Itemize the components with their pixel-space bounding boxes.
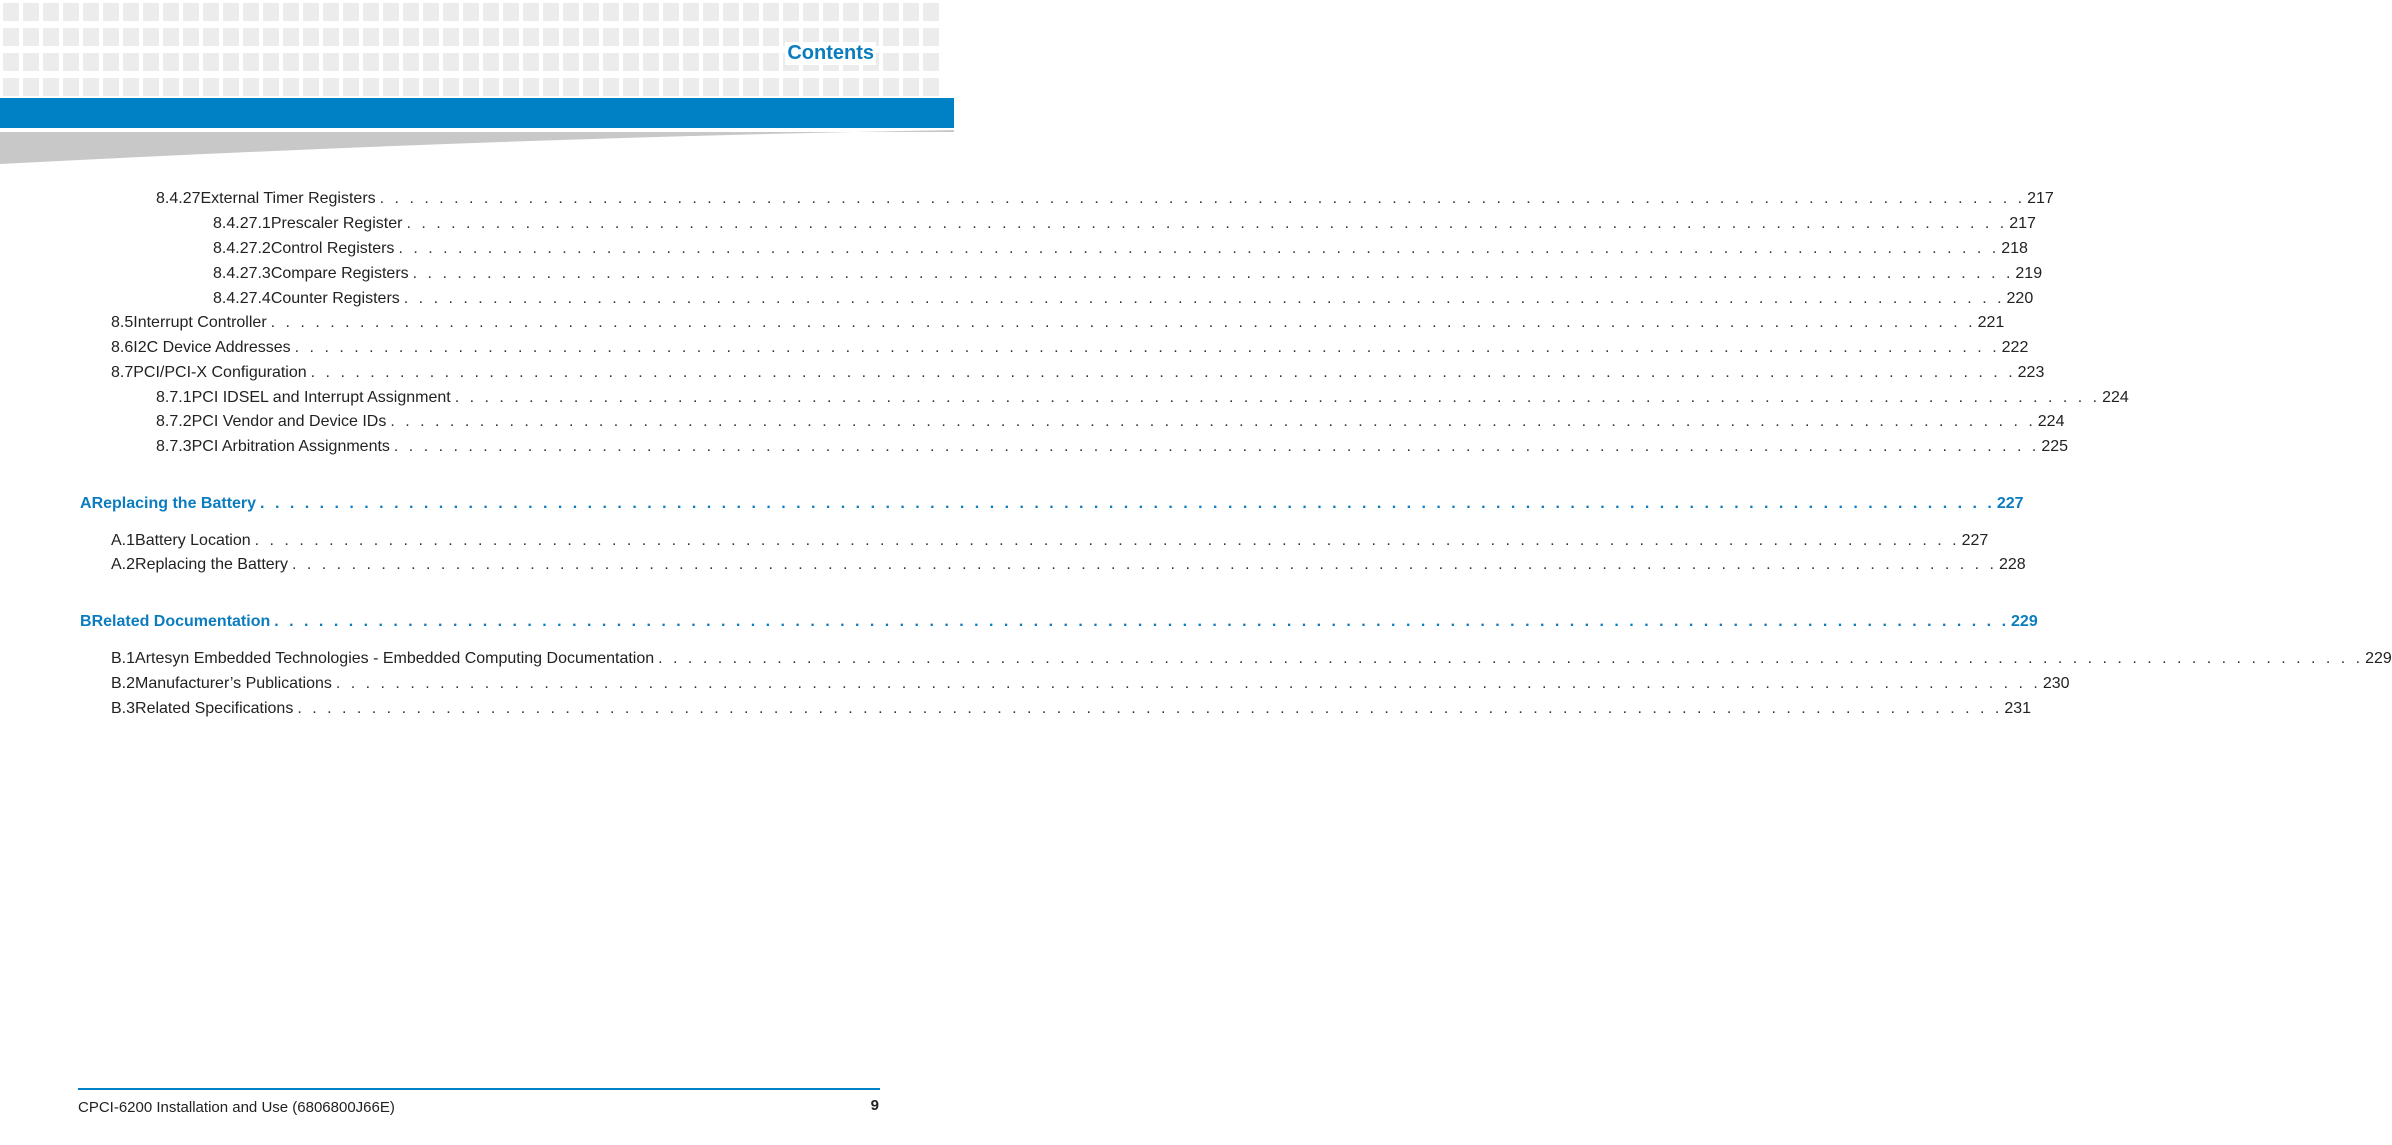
- toc-entry-page: 220: [2006, 290, 2034, 307]
- header-grid-tile: [903, 78, 919, 96]
- header-grid-tile: [563, 28, 579, 46]
- toc-entry-8-4-27[interactable]: [156, 189, 2054, 209]
- header-grid-tile: [163, 3, 179, 21]
- header-grid-tile: [263, 78, 279, 96]
- toc-entry-title: Compare Registers: [270, 265, 409, 282]
- header-grid-tile: [603, 78, 619, 96]
- header-grid-tile: [583, 53, 599, 71]
- toc-chapter-letter: B: [80, 613, 92, 630]
- header-grid-tile: [463, 53, 479, 71]
- header-grid-tile: [303, 3, 319, 21]
- header-grid-tile: [283, 78, 299, 96]
- header-grid-tile: [583, 28, 599, 46]
- header-grid-tile: [143, 78, 159, 96]
- header-grid-tile: [683, 28, 699, 46]
- header-grid-tile: [283, 3, 299, 21]
- toc-entry-number: 8.5: [111, 314, 134, 331]
- header-grid-tile: [703, 78, 719, 96]
- header-grid-tile: [563, 3, 579, 21]
- header-grid-tile: [403, 28, 419, 46]
- toc-entry-page: 219: [2015, 265, 2043, 282]
- toc-entry-b-2[interactable]: [111, 674, 2070, 694]
- toc-dot-leader: . . . . . . . . . . . . . . . . . . . . . . . . . . . . . . . . . . . . . . . . . . . . . . . . . . . . . . . . . . . . . . . . . . . . . . . . . . . . . . . . . . . . . . . . . . . . . . . . . . . . . . . . . . . . . . . . . . .: [254, 532, 1960, 549]
- header-grid-tile: [103, 53, 119, 71]
- toc-chapter-letter: A: [80, 495, 92, 512]
- toc-entry-number: 8.6: [111, 339, 134, 356]
- header-grid-tile: [123, 53, 139, 71]
- toc-entry-title: Related Specifications: [135, 700, 294, 717]
- header-grid-tile: [683, 53, 699, 71]
- header-grid-tile: [143, 3, 159, 21]
- header-grid-tile: [243, 3, 259, 21]
- toc-entry-number: A.2: [111, 556, 136, 573]
- header-grid-tile: [763, 53, 779, 71]
- toc-entry-page: 224: [2102, 389, 2129, 406]
- header-grid-tile: [143, 28, 159, 46]
- header-grid-tile: [603, 28, 619, 46]
- header-grid-tile: [383, 78, 399, 96]
- header-grid-tile: [503, 3, 519, 21]
- header-grid-tile: [803, 3, 819, 21]
- header-grid-tile: [663, 53, 679, 71]
- toc-dot-leader: . . . . . . . . . . . . . . . . . . . . . . . . . . . . . . . . . . . . . . . . . . . . . . . . . . . . . . . . . . . . . . . . . . . . . . . . . . . . . . . . . . . . . . . . . . . . . . . . . . . . . . . . . . . . . . . . . . . . .: [274, 613, 2010, 630]
- header-grid-tile: [83, 78, 99, 96]
- toc-entry-title: PCI IDSEL and Interrupt Assignment: [191, 389, 451, 406]
- header-grid-tile: [283, 53, 299, 71]
- header-grid-tile: [3, 78, 19, 96]
- header-grid-tile: [643, 3, 659, 21]
- header-blue-bar: [0, 98, 954, 128]
- header-grid-tile: [503, 78, 519, 96]
- header-grid-tile: [463, 3, 479, 21]
- toc-chapter-title: Related Documentation: [91, 613, 271, 630]
- toc-entry-8-7[interactable]: [111, 363, 2045, 383]
- toc-dot-leader: . . . . . . . . . . . . . . . . . . . . . . . . . . . . . . . . . . . . . . . . . . . . . . . . . . . . . . . . . . . . . . . . . . . . . . . . . . . . . . . . . . . . . . . . . . . . . . . . . . . . . . . . . . . . . . .: [393, 438, 2040, 455]
- header-grid-tile: [283, 28, 299, 46]
- header-grid-tile: [643, 53, 659, 71]
- header-grid-tile: [883, 3, 899, 21]
- header-grid-tile: [543, 53, 559, 71]
- header-grid-tile: [743, 28, 759, 46]
- toc-entry-page: 227: [1961, 532, 1989, 549]
- header-grid-tile: [523, 28, 539, 46]
- header-grid-tile: [363, 78, 379, 96]
- header-grid-tile: [863, 3, 879, 21]
- toc-entry-b-1[interactable]: [111, 649, 2392, 669]
- header-grid-tile: [703, 3, 719, 21]
- toc-entry-8-7-3[interactable]: [156, 437, 2069, 457]
- toc-chapter-b[interactable]: [80, 612, 2038, 632]
- toc-entry-number: 8.7: [111, 364, 134, 381]
- toc-chapter-a[interactable]: [80, 494, 2024, 514]
- toc-entry-number: 8.7.3: [156, 438, 192, 455]
- header-grid-tile: [443, 78, 459, 96]
- header-grid-tile: [703, 28, 719, 46]
- toc-entry-8-4-27-3[interactable]: [213, 264, 2043, 284]
- header-grid-tile: [383, 28, 399, 46]
- header-grid-tile: [63, 3, 79, 21]
- toc-entry-page: 230: [2042, 675, 2070, 692]
- header-grid-tile: [183, 78, 199, 96]
- header-grid-tile: [563, 53, 579, 71]
- header-grid-tile: [123, 3, 139, 21]
- toc-entry-title: Prescaler Register: [270, 215, 403, 232]
- header-grid-tile: [183, 28, 199, 46]
- header-grid-tile: [743, 53, 759, 71]
- header-grid-tile: [263, 28, 279, 46]
- toc-entry-number: B.3: [111, 700, 136, 717]
- toc-entry-number: 8.4.27: [156, 190, 201, 207]
- header-grid-tile: [623, 53, 639, 71]
- header-grid-tile: [903, 3, 919, 21]
- header-grid-tile: [443, 28, 459, 46]
- header-grid-tile: [623, 78, 639, 96]
- header-grid-tile: [43, 3, 59, 21]
- header-grid-tile: [403, 53, 419, 71]
- header-grid-tile: [183, 3, 199, 21]
- header-grid-tile: [363, 53, 379, 71]
- header-grid-tile: [923, 78, 939, 96]
- header-grid-tile: [903, 53, 919, 71]
- page-title: Contents: [787, 42, 874, 64]
- header-grid-tile: [203, 53, 219, 71]
- header-grid-tile: [663, 3, 679, 21]
- header-grid-tile: [23, 3, 39, 21]
- toc-entry-title: Control Registers: [270, 240, 395, 257]
- header-grid-tile: [43, 78, 59, 96]
- toc-entry-8-7-2[interactable]: [156, 412, 2065, 432]
- footer-rule: [78, 1088, 880, 1090]
- toc-entry-page: 221: [1977, 314, 2005, 331]
- header-grid-tile: [643, 28, 659, 46]
- header-grid-tile: [463, 28, 479, 46]
- header-grid-tile: [443, 53, 459, 71]
- header-grid-tile: [703, 53, 719, 71]
- header-grid-tile: [103, 28, 119, 46]
- header-grid-tile: [403, 3, 419, 21]
- header-grid-tile: [23, 53, 39, 71]
- header-grid-tile: [503, 28, 519, 46]
- header-grid-tile: [383, 53, 399, 71]
- toc-dot-leader: . . . . . . . . . . . . . . . . . . . . . . . . . . . . . . . . . . . . . . . . . . . . . . . . . . . . . . . . . . . . . . . . . . . . . . . . . . . . . . . . . . . . . . . . . . . . . . . . . . . . . . . . . . . . . . . . . . .: [297, 700, 2003, 717]
- header-grid-tile: [243, 78, 259, 96]
- header-grid-tile: [603, 3, 619, 21]
- toc-dot-leader: . . . . . . . . . . . . . . . . . . . . . . . . . . . . . . . . . . . . . . . . . . . . . . . . . . . . . . . . . . . . . . . . . . . . . . . . . . . . . . . . . . . . . . . . . . . . . . . . . . . . . . . . . . . . . . . . . . .: [292, 556, 1997, 573]
- header-grid-tile: [883, 78, 899, 96]
- header-grid-tile: [823, 78, 839, 96]
- header-grid-tile: [163, 53, 179, 71]
- header-grid-tile: [203, 3, 219, 21]
- header-grid-tile: [723, 28, 739, 46]
- toc-entry-number: 8.4.27.2: [213, 240, 271, 257]
- toc-entry-title: Battery Location: [135, 532, 251, 549]
- header-gray-swoosh: [0, 128, 954, 164]
- header-grid-tile: [423, 53, 439, 71]
- header-grid-tile: [743, 78, 759, 96]
- header-grid-tile: [643, 78, 659, 96]
- header-grid-tile: [263, 53, 279, 71]
- toc-entry-8-4-27-4[interactable]: [213, 289, 2034, 309]
- header-grid-tile: [403, 78, 419, 96]
- toc-entry-8-7-1[interactable]: [156, 388, 2129, 408]
- header-grid-tile: [223, 53, 239, 71]
- header-grid-tile: [183, 53, 199, 71]
- header-grid-tile: [683, 78, 699, 96]
- header-grid-tile: [543, 78, 559, 96]
- toc-entry-title: I2C Device Addresses: [133, 339, 291, 356]
- header-grid-tile: [723, 3, 739, 21]
- header-grid-tile: [523, 53, 539, 71]
- toc-entry-page: 218: [2001, 240, 2028, 257]
- header-grid-tile: [103, 3, 119, 21]
- toc-entry-title: Replacing the Battery: [135, 556, 288, 573]
- toc-entry-8-4-27-1[interactable]: [213, 214, 2036, 234]
- header-grid-tile: [203, 28, 219, 46]
- toc-entry-page: 217: [2027, 190, 2054, 207]
- header-grid-tile: [123, 78, 139, 96]
- header-grid-tile: [43, 28, 59, 46]
- toc-entry-title: Counter Registers: [270, 290, 400, 307]
- header-grid-tile: [483, 28, 499, 46]
- header-grid-tile: [143, 53, 159, 71]
- header-grid-tile: [303, 53, 319, 71]
- toc-entry-page: 224: [2037, 413, 2065, 430]
- toc-entry-8-5[interactable]: [111, 313, 2005, 333]
- header-grid-tile: [303, 28, 319, 46]
- toc-dot-leader: . . . . . . . . . . . . . . . . . . . . . . . . . . . . . . . . . . . . . . . . . . . . . . . . . . . . . . . . . . . . . . . . . . . . . . . . . . . . . . . . . . . . . . . . . . . . . . . . . . . . . . . . . . . . . . . . . . .: [294, 339, 2000, 356]
- toc-entry-number: 8.4.27.3: [213, 265, 271, 282]
- header-grid-tile: [243, 53, 259, 71]
- header-grid-tile: [263, 3, 279, 21]
- footer-page-number: 9: [870, 1097, 879, 1114]
- header-grid-tile: [323, 53, 339, 71]
- header-grid-tile: [63, 53, 79, 71]
- toc-entry-number: 8.7.1: [156, 389, 192, 406]
- toc-entry-number: 8.7.2: [156, 413, 192, 430]
- header-grid-tile: [323, 78, 339, 96]
- header-grid-tile: [903, 28, 919, 46]
- header-grid-tile: [883, 53, 899, 71]
- toc-entry-8-6[interactable]: [111, 338, 2029, 358]
- toc-entry-title: Artesyn Embedded Technologies - Embedded Computing Documentation: [135, 650, 655, 667]
- toc-chapter-page: 229: [2011, 613, 2038, 630]
- toc-entry-b-3[interactable]: [111, 699, 2032, 719]
- toc-entry-number: A.1: [111, 532, 136, 549]
- header-grid-tile: [63, 78, 79, 96]
- header-grid-tile: [543, 28, 559, 46]
- header-grid-tile: [543, 3, 559, 21]
- header-grid-tile: [603, 53, 619, 71]
- toc-dot-leader: . . . . . . . . . . . . . . . . . . . . . . . . . . . . . . . . . . . . . . . . . . . . . . . . . . . . . . . . . . . . . . . . . . . . . . . . . . . . . . . . . . . . . . . . . . . . . . . . . . . . . . . . . . . . . . . . . . .: [270, 314, 1976, 331]
- toc-dot-leader: . . . . . . . . . . . . . . . . . . . . . . . . . . . . . . . . . . . . . . . . . . . . . . . . . . . . . . . . . . . . . . . . . . . . . . . . . . . . . . . . . . . . . . . . . . . . . . . . . . . . . . . . . . . . . . . . . . . . .: [260, 495, 1995, 512]
- toc-dot-leader: . . . . . . . . . . . . . . . . . . . . . . . . . . . . . . . . . . . . . . . . . . . . . . . . . . . . . . . . . . . . . . . . . . . . . . . . . . . . . . . . . . . . . . . . . . . . . . . . . . . . . . . . . . . .: [412, 265, 2014, 282]
- toc-dot-leader: . . . . . . . . . . . . . . . . . . . . . . . . . . . . . . . . . . . . . . . . . . . . . . . . . . . . . . . . . . . . . . . . . . . . . . . . . . . . . . . . . . . . . . . . . . . . . . . . . . . . . . . . . . . . . . . . . . .: [658, 650, 2364, 667]
- header-grid-tile: [583, 78, 599, 96]
- header-grid-tile: [83, 3, 99, 21]
- header-grid-tile: [443, 3, 459, 21]
- header-grid-tile: [663, 78, 679, 96]
- header-grid-tile: [343, 53, 359, 71]
- header-grid-tile: [323, 28, 339, 46]
- toc-dot-leader: . . . . . . . . . . . . . . . . . . . . . . . . . . . . . . . . . . . . . . . . . . . . . . . . . . . . . . . . . . . . . . . . . . . . . . . . . . . . . . . . . . . . . . . . . . . . . . . . . . . . . . . . . . . . . . .: [454, 389, 2101, 406]
- toc-entry-page: 222: [2001, 339, 2029, 356]
- header-grid-tile: [723, 53, 739, 71]
- header-grid-tile: [923, 3, 939, 21]
- header-grid-tile: [343, 28, 359, 46]
- header-grid-tile: [323, 3, 339, 21]
- toc-dot-leader: . . . . . . . . . . . . . . . . . . . . . . . . . . . . . . . . . . . . . . . . . . . . . . . . . . . . . . . . . . . . . . . . . . . . . . . . . . . . . . . . . . . . . . . . . . . . . . . . . . . . . . . . . . . . . . . . . . .: [335, 675, 2041, 692]
- toc-entry-title: Interrupt Controller: [133, 314, 267, 331]
- footer-document-title: CPCI-6200 Installation and Use (6806800J66E): [78, 1099, 395, 1116]
- header-grid-tile: [383, 3, 399, 21]
- header-grid-tile: [103, 78, 119, 96]
- header-grid-tile: [223, 28, 239, 46]
- toc-entry-page: 217: [2009, 215, 2036, 232]
- header-grid-tile: [3, 53, 19, 71]
- header-grid-tile: [223, 78, 239, 96]
- header-grid-tile: [83, 53, 99, 71]
- header-grid-tile: [3, 3, 19, 21]
- header-grid-tile: [883, 28, 899, 46]
- header-grid-tile: [483, 78, 499, 96]
- header-grid-tile: [363, 28, 379, 46]
- header-grid-tile: [783, 3, 799, 21]
- toc-dot-leader: . . . . . . . . . . . . . . . . . . . . . . . . . . . . . . . . . . . . . . . . . . . . . . . . . . . . . . . . . . . . . . . . . . . . . . . . . . . . . . . . . . . . . . . . . . . . . . . . . . . . . . . . . . . . . . .: [390, 413, 2036, 430]
- header-grid-tile: [343, 78, 359, 96]
- header-grid-tile: [243, 28, 259, 46]
- toc-entry-a-1[interactable]: [111, 531, 1989, 551]
- toc-entry-number: 8.4.27.4: [213, 290, 271, 307]
- toc-dot-leader: . . . . . . . . . . . . . . . . . . . . . . . . . . . . . . . . . . . . . . . . . . . . . . . . . . . . . . . . . . . . . . . . . . . . . . . . . . . . . . . . . . . . . . . . . . . . . . . . . . . . . . . . . . . .: [403, 290, 2005, 307]
- toc-entry-page: 231: [2004, 700, 2032, 717]
- toc-entry-number: B.1: [111, 650, 136, 667]
- header-grid-tile: [483, 3, 499, 21]
- header-grid-tile: [343, 3, 359, 21]
- header-grid-tile: [843, 78, 859, 96]
- header-grid-tile: [823, 3, 839, 21]
- header-grid-tile: [723, 78, 739, 96]
- header-grid-tile: [843, 3, 859, 21]
- header-grid-tile: [923, 53, 939, 71]
- header-grid-tile: [423, 78, 439, 96]
- toc-entry-number: B.2: [111, 675, 136, 692]
- header-grid-tile: [303, 78, 319, 96]
- toc-entry-title: PCI Vendor and Device IDs: [191, 413, 387, 430]
- header-grid-tile: [3, 28, 19, 46]
- header-grid-tile: [523, 3, 539, 21]
- header-grid-tile: [763, 3, 779, 21]
- toc-entry-title: PCI/PCI-X Configuration: [133, 364, 307, 381]
- header-grid-tile: [23, 78, 39, 96]
- toc-entry-title: PCI Arbitration Assignments: [191, 438, 390, 455]
- header-grid-tile: [783, 78, 799, 96]
- header-grid-tile: [523, 78, 539, 96]
- header-grid-tile: [463, 78, 479, 96]
- header-grid-tile: [583, 3, 599, 21]
- header-grid-tile: [163, 78, 179, 96]
- header-grid-tile: [203, 78, 219, 96]
- toc-dot-leader: . . . . . . . . . . . . . . . . . . . . . . . . . . . . . . . . . . . . . . . . . . . . . . . . . . . . . . . . . . . . . . . . . . . . . . . . . . . . . . . . . . . . . . . . . . . . . . . . . . . . . . . . . . . .: [398, 240, 2000, 257]
- header-grid-tile: [863, 78, 879, 96]
- header-grid-tile: [83, 28, 99, 46]
- toc-dot-leader: . . . . . . . . . . . . . . . . . . . . . . . . . . . . . . . . . . . . . . . . . . . . . . . . . . . . . . . . . . . . . . . . . . . . . . . . . . . . . . . . . . . . . . . . . . . . . . . . . . . . . . . . . . . . . . .: [379, 190, 2026, 207]
- header-grid-tile: [363, 3, 379, 21]
- header-grid-tile: [623, 28, 639, 46]
- header-grid-tile: [163, 28, 179, 46]
- header-grid-tile: [663, 28, 679, 46]
- toc-entry-page: 223: [2017, 364, 2045, 381]
- header-grid-tile: [23, 28, 39, 46]
- header-grid-tile: [743, 3, 759, 21]
- toc-chapter-page: 227: [1996, 495, 2024, 512]
- toc-entry-a-2[interactable]: [111, 555, 2026, 575]
- header-grid-tile: [923, 28, 939, 46]
- toc-entry-title: External Timer Registers: [200, 190, 376, 207]
- toc-entry-8-4-27-2[interactable]: [213, 239, 2028, 259]
- header-grid-tile: [123, 28, 139, 46]
- toc-entry-number: 8.4.27.1: [213, 215, 271, 232]
- toc-entry-page: 228: [1998, 556, 2026, 573]
- header-grid-tile: [43, 53, 59, 71]
- toc-dot-leader: . . . . . . . . . . . . . . . . . . . . . . . . . . . . . . . . . . . . . . . . . . . . . . . . . . . . . . . . . . . . . . . . . . . . . . . . . . . . . . . . . . . . . . . . . . . . . . . . . . . . . . . . . . . .: [406, 215, 2008, 232]
- toc-entry-page: 229: [2365, 650, 2392, 667]
- header-grid-tile: [223, 3, 239, 21]
- header-grid-tile: [563, 78, 579, 96]
- toc-entry-page: 225: [2041, 438, 2069, 455]
- header-grid-tile: [623, 3, 639, 21]
- toc-dot-leader: . . . . . . . . . . . . . . . . . . . . . . . . . . . . . . . . . . . . . . . . . . . . . . . . . . . . . . . . . . . . . . . . . . . . . . . . . . . . . . . . . . . . . . . . . . . . . . . . . . . . . . . . . . . . . . . . . . .: [310, 364, 2016, 381]
- header-grid-tile: [503, 53, 519, 71]
- header-grid-tile: [483, 53, 499, 71]
- header-grid-tile: [423, 28, 439, 46]
- header-grid-tile: [63, 28, 79, 46]
- header-grid-tile: [683, 3, 699, 21]
- header-grid-tile: [423, 3, 439, 21]
- header-grid-tile: [763, 78, 779, 96]
- header-grid-tile: [803, 78, 819, 96]
- toc-entry-title: Manufacturer’s Publications: [135, 675, 332, 692]
- toc-chapter-title: Replacing the Battery: [91, 495, 257, 512]
- header-grid-tile: [763, 28, 779, 46]
